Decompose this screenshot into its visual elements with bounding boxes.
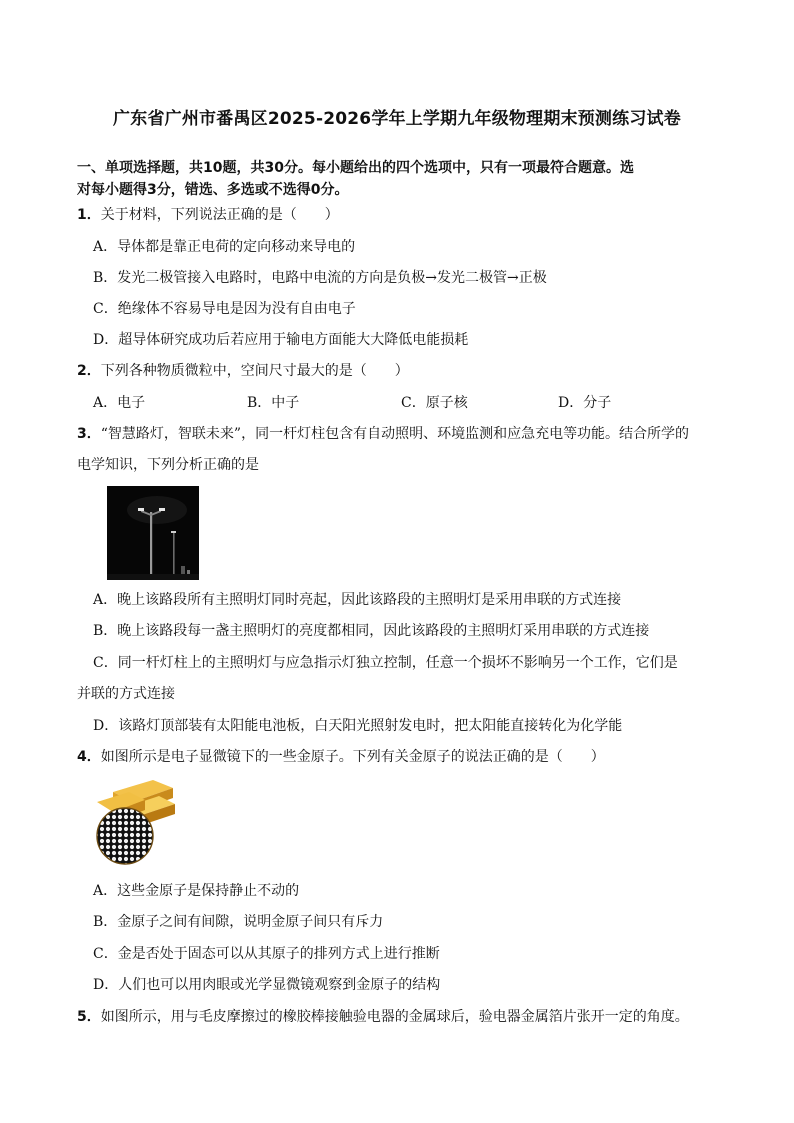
question-4-option-a: A．这些金原子是保持静止不动的 xyxy=(93,883,300,899)
question-3-stem-line-2: 电学知识，下列分析正确的是 xyxy=(77,457,259,473)
question-5-stem xyxy=(77,1007,689,1027)
question-3-option-a: A．晚上该路段所有主照明灯同时亮起，因此该路段的主照明灯是采用串联的方式连接 xyxy=(93,592,622,608)
question-text: 关于材料，下列说法正确的是（ ） xyxy=(100,207,339,223)
question-text: “智慧路灯，智联未来”，同一杆灯柱包含有自动照明、环境监测和应急充电等功能。结合所学的 xyxy=(100,426,690,442)
section-heading-line-1: 一、单项选择题，共10题，共30分。每小题给出的四个选项中，只有一项最符合题意。选 xyxy=(77,160,634,176)
question-3-option-b: B．晚上该路段每一盏主照明灯的亮度都相同，因此该路段的主照明灯采用串联的方式连接 xyxy=(93,623,650,639)
question-2-option-a: A．电子 xyxy=(93,395,146,411)
question-3-option-c-line-2: 并联的方式连接 xyxy=(77,686,175,702)
question-3-option-c-line-1: C．同一杆灯柱上的主照明灯与应急指示灯独立控制，任意一个损坏不影响另一个工作，它们是 xyxy=(93,655,678,671)
question-4-option-d: D．人们也可以用肉眼或光学显微镜观察到金原子的结构 xyxy=(93,977,441,993)
question-text: 下列各种物质微粒中，空间尺寸最大的是（ ） xyxy=(100,363,409,379)
question-number: 4． xyxy=(77,749,101,765)
question-4-option-b: B．金原子之间有间隙，说明金原子间只有斥力 xyxy=(93,914,384,930)
question-1-option-a: A．导体都是靠正电荷的定向移动来导电的 xyxy=(93,239,356,255)
question-text: 如图所示是电子显微镜下的一些金原子。下列有关金原子的说法正确的是（ ） xyxy=(100,749,605,765)
question-2-option-c: C．原子核 xyxy=(401,395,468,411)
question-1-stem xyxy=(77,205,339,225)
question-2-stem xyxy=(77,361,409,381)
question-1-option-d: D．超导体研究成功后若应用于输电方面能大大降低电能损耗 xyxy=(93,332,469,348)
question-4-option-c: C．金是否处于固态可以从其原子的排列方式上进行推断 xyxy=(93,946,440,962)
street-lamp-icon xyxy=(107,486,199,580)
question-1-option-b: B．发光二极管接入电路时，电路中电流的方向是负极→发光二极管→正极 xyxy=(93,270,547,286)
question-number: 1． xyxy=(77,207,101,223)
street-lamp-night-photo xyxy=(107,486,199,580)
question-text: 如图所示，用与毛皮摩擦过的橡胶棒接触验电器的金属球后，验电器金属箔片张开一定的角度。 xyxy=(100,1009,689,1025)
question-4-stem xyxy=(77,747,605,767)
question-number: 2． xyxy=(77,363,101,379)
question-number: 3． xyxy=(77,426,101,442)
gold-atoms-photo xyxy=(93,778,175,866)
exam-title: 广东省广州市番禺区2025-2026学年上学期九年级物理期末预测练习试卷 xyxy=(113,109,681,129)
question-3-option-d: D．该路灯顶部装有太阳能电池板，白天阳光照射发电时，把太阳能直接转化为化学能 xyxy=(93,718,623,734)
question-number: 5． xyxy=(77,1009,101,1025)
question-1-option-c: C．绝缘体不容易导电是因为没有自由电子 xyxy=(93,301,356,317)
question-2-option-b: B．中子 xyxy=(247,395,300,411)
section-heading-line-2: 对每小题得3分，错选、多选或不选得0分。 xyxy=(77,182,349,198)
question-3-stem-line-1 xyxy=(77,424,689,444)
gold-bars-atoms-icon xyxy=(93,778,175,866)
question-2-option-d: D．分子 xyxy=(558,395,612,411)
